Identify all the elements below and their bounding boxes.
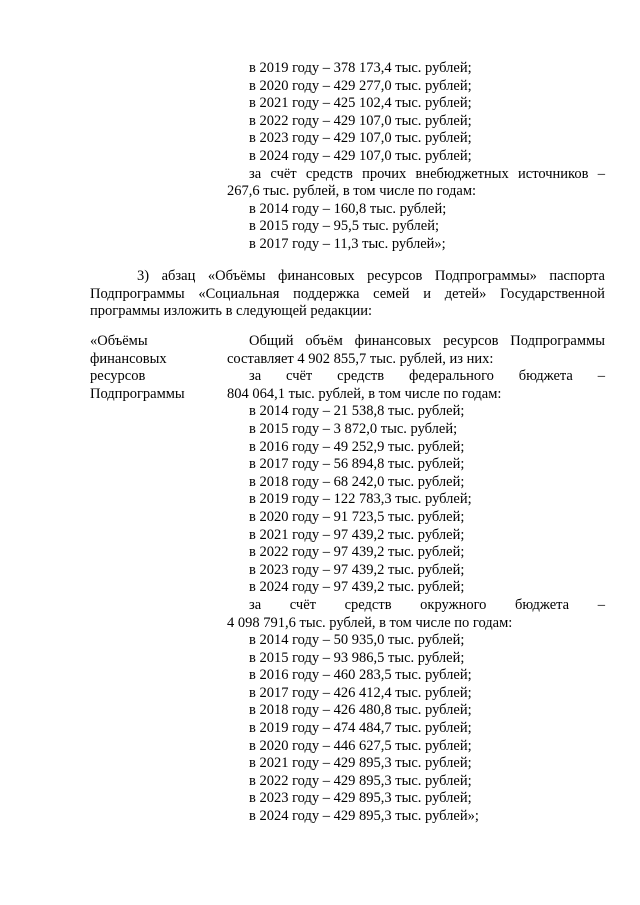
year-line: в 2020 году – 446 627,5 тыс. рублей; xyxy=(249,737,472,754)
year-line: в 2018 году – 68 242,0 тыс. рублей; xyxy=(249,473,465,490)
total-heading: Общий объём финансовых ресурсов Подпрограммы xyxy=(249,333,605,349)
total-amount: составляет 4 902 855,7 тыс. рублей, из них: xyxy=(227,350,494,367)
year-line: в 2024 году – 429 895,3 тыс. рублей»; xyxy=(249,808,479,825)
year-line: в 2016 году – 49 252,9 тыс. рублей; xyxy=(249,438,465,455)
year-line: в 2014 году – 160,8 тыс. рублей; xyxy=(249,200,447,217)
other-sources-total: 267,6 тыс. рублей, в том числе по годам: xyxy=(227,183,477,200)
paragraph-line-1: 3) абзац «Объёмы финансовых ресурсов Подпрограммы» паспорта xyxy=(137,268,605,284)
year-line: в 2019 году – 122 783,3 тыс. рублей; xyxy=(249,491,472,508)
year-line: в 2018 году – 426 480,8 тыс. рублей; xyxy=(249,702,472,719)
federal-total: 804 064,1 тыс. рублей, в том числе по годам: xyxy=(227,385,502,402)
year-line: в 2023 году – 429 895,3 тыс. рублей; xyxy=(249,790,472,807)
year-line: в 2023 году – 429 107,0 тыс. рублей; xyxy=(249,130,472,147)
year-line: в 2019 году – 378 173,4 тыс. рублей; xyxy=(249,60,472,76)
paragraph-line-3: программы изложить в следующей редакции: xyxy=(90,303,373,320)
district-heading: за счёт средств окружного бюджета – xyxy=(249,596,605,613)
other-sources-heading: за счёт средств прочих внебюджетных источников – xyxy=(249,165,605,182)
year-line: в 2019 году – 474 484,7 тыс. рублей; xyxy=(249,720,472,737)
year-line: в 2015 году – 3 872,0 тыс. рублей; xyxy=(249,420,458,437)
previous-funding-block xyxy=(227,60,605,254)
federal-year-list xyxy=(227,403,605,597)
previous-year-list xyxy=(227,60,605,166)
year-line: в 2021 году – 97 439,2 тыс. рублей; xyxy=(249,526,465,543)
federal-heading: за счёт средств федерального бюджета – xyxy=(249,368,605,385)
year-line: в 2015 году – 93 986,5 тыс. рублей; xyxy=(249,649,465,666)
year-line: в 2014 году – 50 935,0 тыс. рублей; xyxy=(249,632,465,649)
other-sources-year-list xyxy=(227,201,605,254)
year-line: в 2016 году – 460 283,5 тыс. рублей; xyxy=(249,667,472,684)
district-year-list xyxy=(227,632,605,826)
year-line: в 2022 году – 429 107,0 тыс. рублей; xyxy=(249,112,472,129)
district-total: 4 098 791,6 тыс. рублей, в том числе по годам: xyxy=(227,614,513,631)
amendment-paragraph xyxy=(90,268,605,321)
year-line: в 2017 году – 11,3 тыс. рублей»; xyxy=(249,235,446,252)
year-line: в 2022 году – 97 439,2 тыс. рублей; xyxy=(249,544,465,561)
year-line: в 2024 году – 429 107,0 тыс. рублей; xyxy=(249,147,472,164)
year-line: в 2017 году – 426 412,4 тыс. рублей; xyxy=(249,684,472,701)
paragraph-line-2: Подпрограммы «Социальная поддержка семей и детей» Государственной xyxy=(90,285,605,302)
year-line: в 2021 году – 429 895,3 тыс. рублей; xyxy=(249,755,472,772)
passport-field-value xyxy=(227,333,605,826)
year-line: в 2017 году – 56 894,8 тыс. рублей; xyxy=(249,456,465,473)
year-line: в 2020 году – 91 723,5 тыс. рублей; xyxy=(249,508,465,525)
year-line: в 2022 году – 429 895,3 тыс. рублей; xyxy=(249,772,472,789)
year-line: в 2024 году – 97 439,2 тыс. рублей; xyxy=(249,579,465,596)
year-line: в 2014 году – 21 538,8 тыс. рублей; xyxy=(249,403,465,420)
year-line: в 2015 году – 95,5 тыс. рублей; xyxy=(249,218,440,235)
year-line: в 2020 году – 429 277,0 тыс. рублей; xyxy=(249,77,472,94)
year-line: в 2021 году – 425 102,4 тыс. рублей; xyxy=(249,95,472,112)
year-line: в 2023 году – 97 439,2 тыс. рублей; xyxy=(249,561,465,578)
passport-field-label: «Объёмы финансовых ресурсов Подпрограммы xyxy=(90,333,185,402)
